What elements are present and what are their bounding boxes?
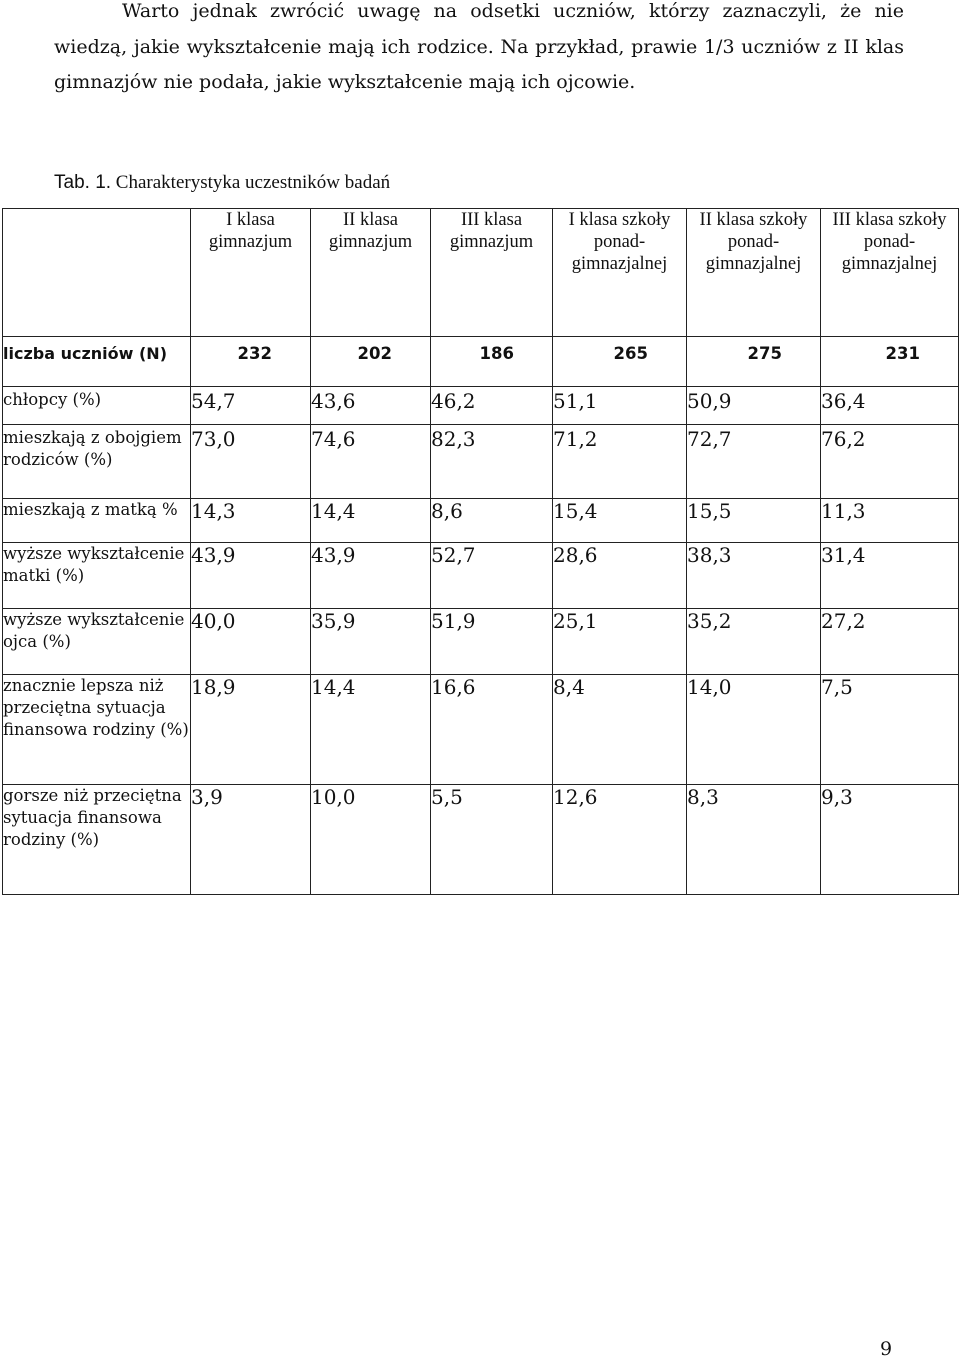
- column-header: I klasa gimnazjum: [191, 209, 311, 337]
- table-cell: 15,5: [687, 499, 821, 543]
- body-paragraph: [54, 0, 904, 101]
- table-cell: 51,1: [553, 387, 687, 425]
- table-row: [3, 543, 959, 609]
- table-row: [3, 675, 959, 785]
- table-row: [3, 499, 959, 543]
- table-cell: 8,4: [553, 675, 687, 785]
- table-row: [3, 609, 959, 675]
- table-cell: 28,6: [553, 543, 687, 609]
- table-row: [3, 425, 959, 499]
- table-cell: 8,3: [687, 785, 821, 895]
- table-cell: 73,0: [191, 425, 311, 499]
- row-label: wyższe wykształcenie ojca (%): [3, 609, 191, 675]
- table-cell: 14,3: [191, 499, 311, 543]
- column-header: III klasa gimnazjum: [431, 209, 553, 337]
- table-cell: 202: [311, 337, 431, 387]
- table-cell: 265: [553, 337, 687, 387]
- table-cell: 82,3: [431, 425, 553, 499]
- column-header: III klasa szkoły ponad-gimnazjalnej: [821, 209, 959, 337]
- column-header: II klasa gimnazjum: [311, 209, 431, 337]
- row-label: wyższe wykształcenie matki (%): [3, 543, 191, 609]
- table-cell: 15,4: [553, 499, 687, 543]
- table-cell: 14,0: [687, 675, 821, 785]
- table-row: [3, 387, 959, 425]
- table-cell: 11,3: [821, 499, 959, 543]
- table-cell: 31,4: [821, 543, 959, 609]
- paragraph-text: Warto jednak zwrócić uwagę na odsetki uczniów, którzy zaznaczyli, że nie wiedzą, jakie wykształcenie mają ich rodzice. Na przykład, prawie 1/3 uczniów z II klas gimnazjów nie podała, jakie wykształcenie mają ich ojcowie.: [54, 0, 904, 93]
- table-cell: 5,5: [431, 785, 553, 895]
- table-cell: 50,9: [687, 387, 821, 425]
- table-cell: 275: [687, 337, 821, 387]
- table-row: [3, 337, 959, 387]
- table-cell: 71,2: [553, 425, 687, 499]
- header-empty-cell: [3, 209, 191, 337]
- table-title: Charakterystyka uczestników badań: [115, 172, 391, 193]
- table-cell: 76,2: [821, 425, 959, 499]
- table-cell: 38,3: [687, 543, 821, 609]
- table-cell: 54,7: [191, 387, 311, 425]
- table-cell: 14,4: [311, 499, 431, 543]
- table-cell: 36,4: [821, 387, 959, 425]
- table-cell: 18,9: [191, 675, 311, 785]
- table-caption: [54, 172, 390, 194]
- table-cell: 43,9: [311, 543, 431, 609]
- table-cell: 9,3: [821, 785, 959, 895]
- row-label: liczba uczniów (N): [3, 337, 191, 387]
- table-cell: 27,2: [821, 609, 959, 675]
- table-header-row: [3, 209, 959, 337]
- row-label: mieszkają z obojgiem rodziców (%): [3, 425, 191, 499]
- table-cell: 52,7: [431, 543, 553, 609]
- column-header: I klasa szkoły ponad-gimnazjalnej: [553, 209, 687, 337]
- table-cell: 51,9: [431, 609, 553, 675]
- table-cell: 10,0: [311, 785, 431, 895]
- table-cell: 16,6: [431, 675, 553, 785]
- row-label: znacznie lepsza niż przeciętna sytuacja finansowa rodziny (%): [3, 675, 191, 785]
- table-cell: 232: [191, 337, 311, 387]
- table-row: [3, 785, 959, 895]
- table-cell: 35,2: [687, 609, 821, 675]
- table-cell: 3,9: [191, 785, 311, 895]
- table-cell: 8,6: [431, 499, 553, 543]
- table-cell: 14,4: [311, 675, 431, 785]
- table-number: Tab. 1.: [54, 172, 112, 193]
- table-cell: 43,6: [311, 387, 431, 425]
- column-header: II klasa szkoły ponad-gimnazjalnej: [687, 209, 821, 337]
- table-cell: 72,7: [687, 425, 821, 499]
- page-number: 9: [880, 1338, 893, 1360]
- table-cell: 40,0: [191, 609, 311, 675]
- table-cell: 186: [431, 337, 553, 387]
- row-label: gorsze niż przeciętna sytuacja finansowa rodziny (%): [3, 785, 191, 895]
- table-cell: 35,9: [311, 609, 431, 675]
- table-cell: 43,9: [191, 543, 311, 609]
- table-cell: 231: [821, 337, 959, 387]
- table-cell: 25,1: [553, 609, 687, 675]
- characteristics-table: [2, 208, 959, 895]
- table-cell: 12,6: [553, 785, 687, 895]
- table-cell: 46,2: [431, 387, 553, 425]
- table-cell: 74,6: [311, 425, 431, 499]
- table-cell: 7,5: [821, 675, 959, 785]
- row-label: chłopcy (%): [3, 387, 191, 425]
- row-label: mieszkają z matką %: [3, 499, 191, 543]
